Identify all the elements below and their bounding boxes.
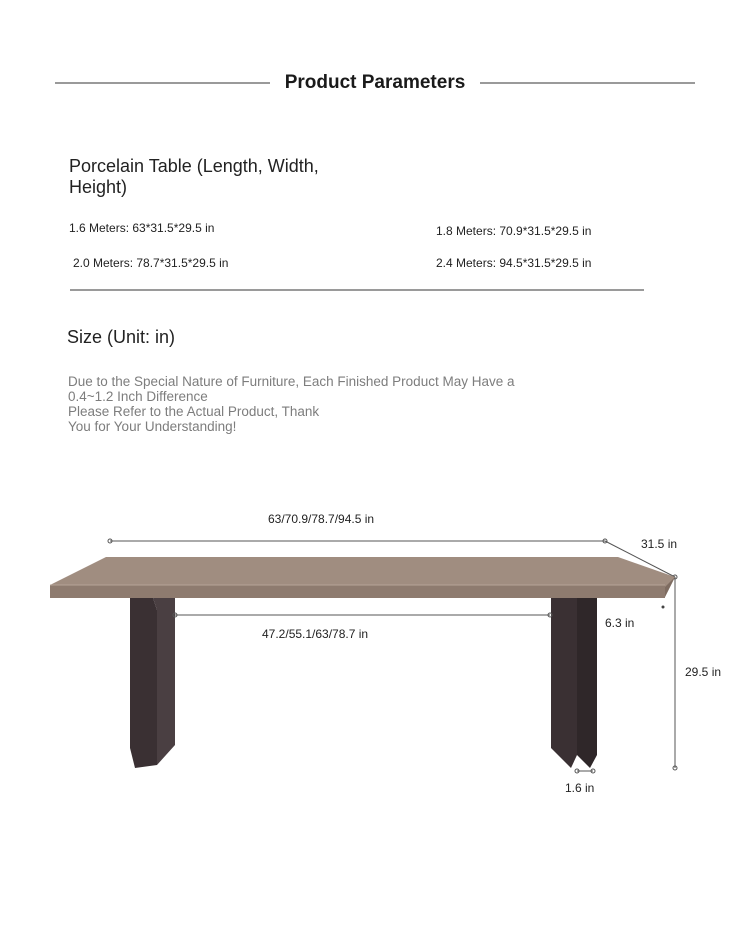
- leg-thickness-label: 1.6 in: [565, 781, 595, 795]
- size-item-1-6m: 1.6 Meters: 63*31.5*29.5 in: [69, 221, 215, 235]
- size-item-1-8m: 1.8 Meters: 70.9*31.5*29.5 in: [436, 224, 592, 238]
- note-line-1: Due to the Special Nature of Furniture, Each Finished Product May Have a 0.4~1.2 Inch Difference: [68, 374, 515, 404]
- tabletop-edge: [50, 585, 665, 598]
- left-leg: [130, 598, 157, 768]
- right-leg-side: [577, 598, 597, 768]
- right-leg: [551, 598, 577, 768]
- size-item-2-0m: 2.0 Meters: 78.7*31.5*29.5 in: [73, 256, 229, 270]
- leg-span-label: 47.2/55.1/63/78.7 in: [262, 627, 369, 641]
- page-title: Product Parameters: [0, 72, 750, 94]
- width-label: 31.5 in: [641, 537, 678, 551]
- top-thickness-label: 6.3 in: [605, 616, 635, 630]
- size-item-2-4m: 2.4 Meters: 94.5*31.5*29.5 in: [436, 256, 592, 270]
- table-sizes-heading: Porcelain Table (Length, Width, Height): [69, 156, 319, 197]
- size-unit-heading: Size (Unit: in): [67, 327, 176, 347]
- note-line-2: Please Refer to the Actual Product, Thank You for Your Understanding!: [68, 404, 320, 434]
- height-label: 29.5 in: [685, 665, 722, 679]
- thickness-marker: [662, 606, 665, 609]
- length-label: 63/70.9/78.7/94.5 in: [268, 512, 375, 526]
